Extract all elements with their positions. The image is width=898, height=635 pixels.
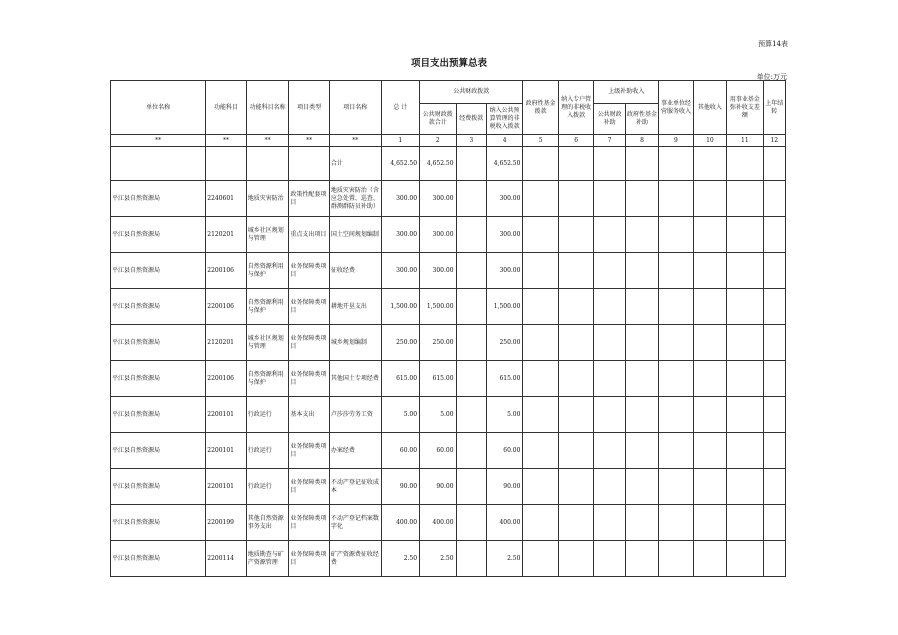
header-proj-type: 项目类型 bbox=[289, 81, 330, 135]
row-empty-cell bbox=[558, 397, 593, 433]
data-rows bbox=[111, 147, 786, 577]
row-func-code: 2200106 bbox=[206, 289, 247, 325]
row-pf-expense bbox=[456, 469, 486, 505]
table-row bbox=[111, 325, 786, 361]
row-unit bbox=[111, 147, 206, 181]
row-empty-cell bbox=[625, 147, 658, 181]
row-proj-name: 不动产登记档案数字化 bbox=[329, 505, 381, 541]
header-special-account: 纳入专户管理的非税收入拨款 bbox=[558, 81, 593, 135]
row-empty-cell bbox=[558, 325, 593, 361]
row-proj-name: 不动产登记征收成本 bbox=[329, 469, 381, 505]
row-empty-cell bbox=[659, 433, 693, 469]
row-pf-nontax: 2.50 bbox=[486, 541, 523, 577]
page-title: 项目支出预算总表 bbox=[410, 58, 487, 69]
row-func-code: 2200101 bbox=[206, 433, 247, 469]
row-empty-cell bbox=[558, 147, 593, 181]
row-func-code: 2240601 bbox=[206, 181, 247, 217]
row-pf-expense bbox=[456, 181, 486, 217]
row-empty-cell bbox=[693, 181, 726, 217]
row-empty-cell bbox=[727, 469, 763, 505]
row-func-code: 2200106 bbox=[206, 253, 247, 289]
row-empty-cell bbox=[523, 505, 558, 541]
header-business-income: 事业单位经营服务收入 bbox=[659, 81, 693, 135]
row-empty-cell bbox=[727, 541, 763, 577]
row-empty-cell bbox=[763, 181, 785, 217]
row-empty-cell bbox=[727, 253, 763, 289]
row-proj-type: 业务保障类项目 bbox=[289, 433, 330, 469]
row-empty-cell bbox=[763, 253, 785, 289]
row-proj-type: 业务保障类项目 bbox=[289, 325, 330, 361]
row-total: 2.50 bbox=[381, 541, 420, 577]
row-empty-cell bbox=[763, 469, 785, 505]
table-row bbox=[111, 289, 786, 325]
col-number: 9 bbox=[659, 135, 693, 147]
row-empty-cell bbox=[693, 397, 726, 433]
row-proj-type: 业务保障类项目 bbox=[289, 361, 330, 397]
col-number: 7 bbox=[594, 135, 625, 147]
row-empty-cell bbox=[594, 289, 625, 325]
row-empty-cell bbox=[625, 469, 658, 505]
row-empty-cell bbox=[763, 217, 785, 253]
row-empty-cell bbox=[558, 469, 593, 505]
row-proj-name: 办案经费 bbox=[329, 433, 381, 469]
row-proj-type: 业务保障类项目 bbox=[289, 289, 330, 325]
row-empty-cell bbox=[659, 469, 693, 505]
row-pf-nontax: 300.00 bbox=[486, 253, 523, 289]
row-empty-cell bbox=[594, 541, 625, 577]
header-other-income: 其他收入 bbox=[693, 81, 726, 135]
header-carryover: 上年结转 bbox=[763, 81, 785, 135]
table-row bbox=[111, 217, 786, 253]
col-number: ** bbox=[289, 135, 330, 147]
row-func-name: 自然资源利用与保护 bbox=[246, 361, 289, 397]
column-number-row bbox=[111, 135, 786, 147]
row-pf-nontax: 90.00 bbox=[486, 469, 523, 505]
row-empty-cell bbox=[693, 505, 726, 541]
row-empty-cell bbox=[763, 361, 785, 397]
header-pf-nontax: 纳入公共预算管理的非税收入拨款 bbox=[486, 104, 523, 135]
row-empty-cell bbox=[693, 217, 726, 253]
row-empty-cell bbox=[659, 325, 693, 361]
row-empty-cell bbox=[727, 181, 763, 217]
row-empty-cell bbox=[625, 505, 658, 541]
row-empty-cell bbox=[594, 253, 625, 289]
row-pf-expense bbox=[456, 433, 486, 469]
row-empty-cell bbox=[523, 397, 558, 433]
row-empty-cell bbox=[558, 289, 593, 325]
row-proj-name: 卢莎莎劳务工资 bbox=[329, 397, 381, 433]
row-empty-cell bbox=[693, 147, 726, 181]
row-empty-cell bbox=[594, 505, 625, 541]
row-pf-expense bbox=[456, 397, 486, 433]
row-empty-cell bbox=[523, 289, 558, 325]
row-unit: 平江县自然资源局 bbox=[111, 469, 206, 505]
row-empty-cell bbox=[659, 181, 693, 217]
row-func-name: 城乡社区规划与管理 bbox=[246, 325, 289, 361]
row-func-name: 行政运行 bbox=[246, 433, 289, 469]
row-proj-name: 国土空间规划编制 bbox=[329, 217, 381, 253]
col-number: 4 bbox=[486, 135, 523, 147]
row-empty-cell bbox=[763, 541, 785, 577]
header-upper-fund: 政府性基金补助 bbox=[625, 104, 658, 135]
table-row bbox=[111, 433, 786, 469]
row-proj-name: 合计 bbox=[329, 147, 381, 181]
row-unit: 平江县自然资源局 bbox=[111, 325, 206, 361]
row-empty-cell bbox=[594, 361, 625, 397]
header-proj-name: 项目名称 bbox=[329, 81, 381, 135]
header-row-1 bbox=[111, 81, 786, 104]
row-empty-cell bbox=[594, 217, 625, 253]
row-unit: 平江县自然资源局 bbox=[111, 181, 206, 217]
row-empty-cell bbox=[727, 505, 763, 541]
row-empty-cell bbox=[659, 397, 693, 433]
row-empty-cell bbox=[693, 361, 726, 397]
row-empty-cell bbox=[659, 505, 693, 541]
row-empty-cell bbox=[523, 253, 558, 289]
table-row bbox=[111, 469, 786, 505]
row-empty-cell bbox=[763, 505, 785, 541]
header-gov-fund: 政府性基金拨款 bbox=[523, 81, 558, 135]
row-empty-cell bbox=[523, 325, 558, 361]
row-proj-name: 地质灾害防治（含应急处置、巡查、群测群防员补助） bbox=[329, 181, 381, 217]
row-total: 90.00 bbox=[381, 469, 420, 505]
row-proj-type: 基本支出 bbox=[289, 397, 330, 433]
header-func-code: 功能科目 bbox=[206, 81, 247, 135]
header-func-name: 功能科目名称 bbox=[246, 81, 289, 135]
row-empty-cell bbox=[727, 433, 763, 469]
row-pf-expense bbox=[456, 147, 486, 181]
row-empty-cell bbox=[659, 541, 693, 577]
row-total: 300.00 bbox=[381, 217, 420, 253]
row-pf-nontax: 400.00 bbox=[486, 505, 523, 541]
row-empty-cell bbox=[659, 361, 693, 397]
row-empty-cell bbox=[727, 325, 763, 361]
row-pf-expense bbox=[456, 541, 486, 577]
header-pf-subtotal: 公共财政拨款合计 bbox=[420, 104, 456, 135]
row-func-name: 行政运行 bbox=[246, 469, 289, 505]
col-number: 11 bbox=[727, 135, 763, 147]
row-empty-cell bbox=[727, 217, 763, 253]
row-unit: 平江县自然资源局 bbox=[111, 253, 206, 289]
row-empty-cell bbox=[727, 361, 763, 397]
table-row bbox=[111, 505, 786, 541]
row-empty-cell bbox=[558, 541, 593, 577]
header-unit-name: 单位名称 bbox=[111, 81, 206, 135]
row-total: 4,652.50 bbox=[381, 147, 420, 181]
row-pf-subtotal: 2.50 bbox=[420, 541, 456, 577]
row-empty-cell bbox=[558, 361, 593, 397]
header-reserve-fund: 用事业基金弥补收支差额 bbox=[727, 81, 763, 135]
row-func-code: 2200199 bbox=[206, 505, 247, 541]
row-pf-subtotal: 300.00 bbox=[420, 253, 456, 289]
col-number: 12 bbox=[763, 135, 785, 147]
row-empty-cell bbox=[558, 217, 593, 253]
col-number: 2 bbox=[420, 135, 456, 147]
row-empty-cell bbox=[625, 253, 658, 289]
col-number: 5 bbox=[523, 135, 558, 147]
row-pf-subtotal: 5.00 bbox=[420, 397, 456, 433]
header-public-finance: 公共财政拨款 bbox=[420, 81, 523, 104]
row-empty-cell bbox=[763, 147, 785, 181]
row-empty-cell bbox=[659, 253, 693, 289]
table-row bbox=[111, 361, 786, 397]
row-empty-cell bbox=[594, 325, 625, 361]
row-proj-type: 重点支出项目 bbox=[289, 217, 330, 253]
row-empty-cell bbox=[594, 469, 625, 505]
col-number: ** bbox=[206, 135, 247, 147]
table-row bbox=[111, 181, 786, 217]
row-proj-type: 业务保障类项目 bbox=[289, 469, 330, 505]
row-pf-expense bbox=[456, 217, 486, 253]
col-number: ** bbox=[111, 135, 206, 147]
row-proj-type: 政策性配套项目 bbox=[289, 181, 330, 217]
row-pf-nontax: 615.00 bbox=[486, 361, 523, 397]
header-total: 总 计 bbox=[381, 81, 420, 135]
row-empty-cell bbox=[727, 289, 763, 325]
row-unit: 平江县自然资源局 bbox=[111, 217, 206, 253]
row-total: 60.00 bbox=[381, 433, 420, 469]
col-number: ** bbox=[329, 135, 381, 147]
page-code: 预算14表 bbox=[758, 40, 788, 48]
row-empty-cell bbox=[693, 253, 726, 289]
row-empty-cell bbox=[727, 147, 763, 181]
row-func-code: 2200101 bbox=[206, 469, 247, 505]
row-empty-cell bbox=[523, 433, 558, 469]
row-proj-name: 其他国土专项经费 bbox=[329, 361, 381, 397]
unit-label: 单位:万元 bbox=[756, 73, 787, 81]
row-empty-cell bbox=[523, 217, 558, 253]
table-row bbox=[111, 253, 786, 289]
row-empty-cell bbox=[693, 289, 726, 325]
row-empty-cell bbox=[558, 433, 593, 469]
row-empty-cell bbox=[659, 289, 693, 325]
row-pf-subtotal: 300.00 bbox=[420, 181, 456, 217]
row-pf-nontax: 250.00 bbox=[486, 325, 523, 361]
row-empty-cell bbox=[625, 325, 658, 361]
row-empty-cell bbox=[659, 217, 693, 253]
row-empty-cell bbox=[625, 289, 658, 325]
row-total: 400.00 bbox=[381, 505, 420, 541]
col-number: 1 bbox=[381, 135, 420, 147]
row-total: 1,500.00 bbox=[381, 289, 420, 325]
header-pf-expense: 经费拨款 bbox=[456, 104, 486, 135]
row-pf-subtotal: 400.00 bbox=[420, 505, 456, 541]
col-number: 3 bbox=[456, 135, 486, 147]
row-empty-cell bbox=[763, 433, 785, 469]
table-total-row bbox=[111, 147, 786, 181]
row-proj-name: 城乡规划编制 bbox=[329, 325, 381, 361]
row-empty-cell bbox=[625, 541, 658, 577]
row-unit: 平江县自然资源局 bbox=[111, 289, 206, 325]
row-total: 615.00 bbox=[381, 361, 420, 397]
row-proj-type: 业务保障类项目 bbox=[289, 253, 330, 289]
col-number: 6 bbox=[558, 135, 593, 147]
table-row bbox=[111, 541, 786, 577]
row-empty-cell bbox=[558, 253, 593, 289]
row-func-name: 地质勘查与矿产资源管理 bbox=[246, 541, 289, 577]
row-func-code bbox=[206, 147, 247, 181]
row-proj-name: 征收经费 bbox=[329, 253, 381, 289]
col-number: 10 bbox=[693, 135, 726, 147]
row-pf-subtotal: 250.00 bbox=[420, 325, 456, 361]
row-empty-cell bbox=[594, 433, 625, 469]
row-empty-cell bbox=[659, 147, 693, 181]
row-unit: 平江县自然资源局 bbox=[111, 397, 206, 433]
row-proj-type bbox=[289, 147, 330, 181]
row-empty-cell bbox=[693, 325, 726, 361]
row-empty-cell bbox=[763, 325, 785, 361]
row-pf-expense bbox=[456, 289, 486, 325]
row-unit: 平江县自然资源局 bbox=[111, 505, 206, 541]
row-func-name bbox=[246, 147, 289, 181]
header-upper-public: 公共财政补助 bbox=[594, 104, 625, 135]
row-func-name: 自然资源利用与保护 bbox=[246, 253, 289, 289]
row-empty-cell bbox=[558, 505, 593, 541]
table-row bbox=[111, 397, 786, 433]
row-func-name: 行政运行 bbox=[246, 397, 289, 433]
row-pf-expense bbox=[456, 361, 486, 397]
row-total: 5.00 bbox=[381, 397, 420, 433]
row-empty-cell bbox=[523, 541, 558, 577]
row-empty-cell bbox=[523, 361, 558, 397]
row-total: 250.00 bbox=[381, 325, 420, 361]
row-unit: 平江县自然资源局 bbox=[111, 433, 206, 469]
row-proj-type: 业务保障类项目 bbox=[289, 541, 330, 577]
row-pf-expense bbox=[456, 505, 486, 541]
row-pf-nontax: 300.00 bbox=[486, 181, 523, 217]
row-proj-name: 耕地开垦支出 bbox=[329, 289, 381, 325]
row-empty-cell bbox=[625, 181, 658, 217]
row-func-name: 自然资源利用与保护 bbox=[246, 289, 289, 325]
row-pf-nontax: 1,500.00 bbox=[486, 289, 523, 325]
row-empty-cell bbox=[625, 397, 658, 433]
row-unit: 平江县自然资源局 bbox=[111, 541, 206, 577]
row-pf-nontax: 4,652.50 bbox=[486, 147, 523, 181]
row-pf-nontax: 60.00 bbox=[486, 433, 523, 469]
header-upper-subsidy: 上级补助收入 bbox=[594, 81, 659, 104]
row-empty-cell bbox=[558, 181, 593, 217]
row-func-code: 2120201 bbox=[206, 217, 247, 253]
row-total: 300.00 bbox=[381, 253, 420, 289]
row-empty-cell bbox=[727, 397, 763, 433]
row-func-name: 其他自然资源事务支出 bbox=[246, 505, 289, 541]
row-empty-cell bbox=[763, 289, 785, 325]
row-pf-subtotal: 615.00 bbox=[420, 361, 456, 397]
row-empty-cell bbox=[693, 541, 726, 577]
row-empty-cell bbox=[625, 361, 658, 397]
row-proj-name: 矿产资源费征收经费 bbox=[329, 541, 381, 577]
row-pf-nontax: 5.00 bbox=[486, 397, 523, 433]
row-func-code: 2120201 bbox=[206, 325, 247, 361]
row-pf-expense bbox=[456, 325, 486, 361]
budget-table bbox=[110, 80, 786, 577]
row-pf-subtotal: 90.00 bbox=[420, 469, 456, 505]
row-empty-cell bbox=[594, 181, 625, 217]
row-empty-cell bbox=[763, 397, 785, 433]
row-empty-cell bbox=[693, 469, 726, 505]
row-empty-cell bbox=[594, 397, 625, 433]
row-empty-cell bbox=[625, 217, 658, 253]
row-empty-cell bbox=[523, 469, 558, 505]
row-empty-cell bbox=[693, 433, 726, 469]
row-pf-nontax: 300.00 bbox=[486, 217, 523, 253]
col-number: 8 bbox=[625, 135, 658, 147]
row-unit: 平江县自然资源局 bbox=[111, 361, 206, 397]
row-empty-cell bbox=[523, 181, 558, 217]
row-func-name: 地质灾害防治 bbox=[246, 181, 289, 217]
row-pf-expense bbox=[456, 253, 486, 289]
row-pf-subtotal: 300.00 bbox=[420, 217, 456, 253]
col-number: ** bbox=[246, 135, 289, 147]
row-func-code: 2200114 bbox=[206, 541, 247, 577]
row-empty-cell bbox=[625, 433, 658, 469]
row-pf-subtotal: 60.00 bbox=[420, 433, 456, 469]
row-pf-subtotal: 4,652.50 bbox=[420, 147, 456, 181]
row-func-code: 2200101 bbox=[206, 397, 247, 433]
row-empty-cell bbox=[523, 147, 558, 181]
row-total: 300.00 bbox=[381, 181, 420, 217]
row-pf-subtotal: 1,500.00 bbox=[420, 289, 456, 325]
row-proj-type: 业务保障类项目 bbox=[289, 505, 330, 541]
row-func-code: 2200106 bbox=[206, 361, 247, 397]
row-empty-cell bbox=[594, 147, 625, 181]
row-func-name: 城乡社区规划与管理 bbox=[246, 217, 289, 253]
